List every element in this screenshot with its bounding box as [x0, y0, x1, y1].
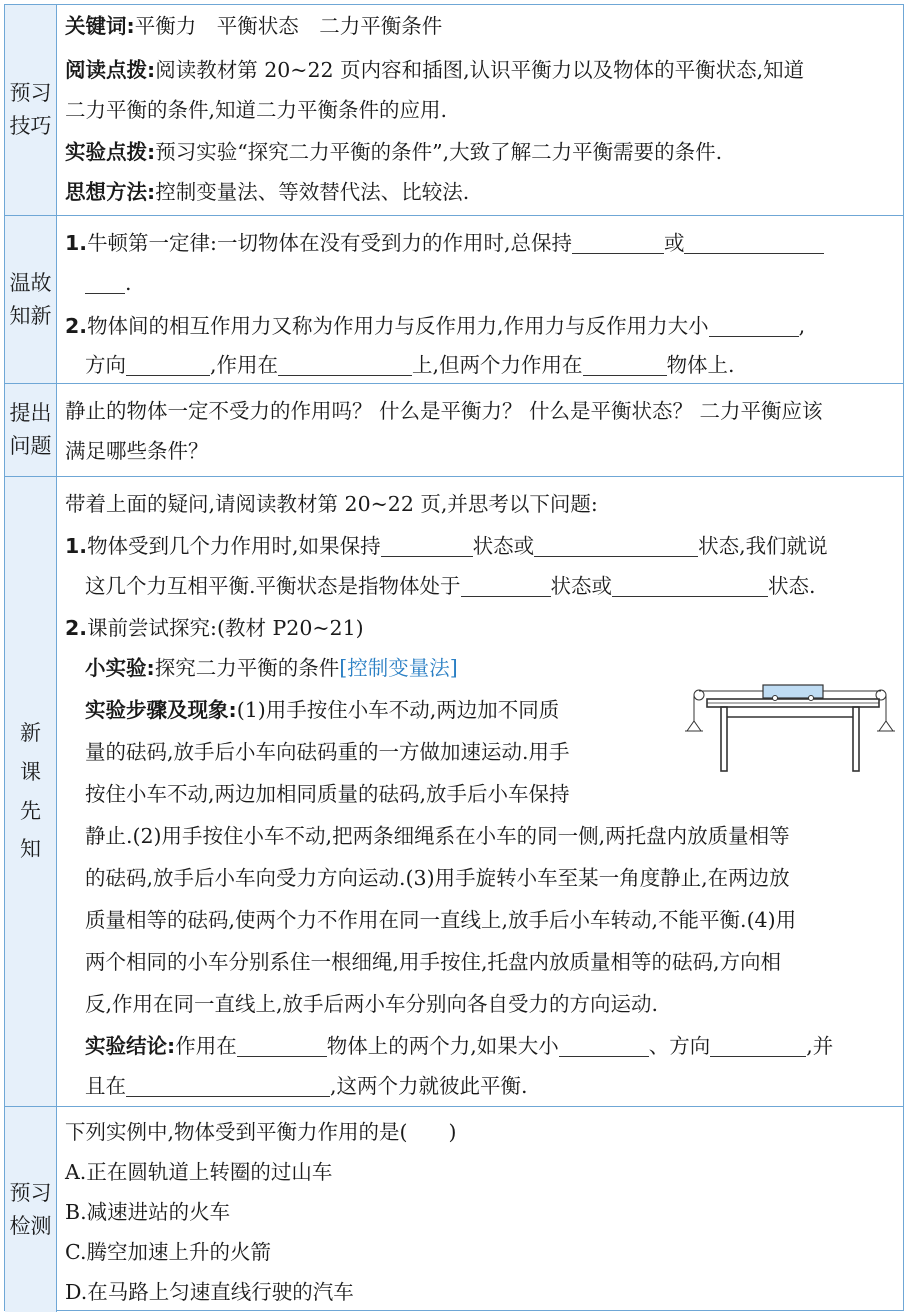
blank[interactable]: [572, 231, 664, 254]
blank[interactable]: [237, 1034, 327, 1057]
option-c[interactable]: C.腾空加速上升的火箭: [65, 1240, 271, 1264]
steps-line-1: 实验步骤及现象:(1)用手按住小车不动,两边加不同质: [85, 698, 560, 722]
blank[interactable]: [85, 271, 125, 294]
question-label: 提出 问题: [5, 384, 57, 476]
reading-line-2: 二力平衡的条件,知道二力平衡条件的应用.: [65, 98, 448, 122]
table-leg-right: [853, 707, 859, 771]
pan-right-icon: [879, 721, 893, 731]
table-leg-left: [721, 707, 727, 771]
review-q1-cont: .: [85, 268, 893, 298]
blank[interactable]: [278, 353, 412, 376]
experiment-tip-line: 实验点拨:预习实验“探究二力平衡的条件”,大致了解二力平衡需要的条件.: [65, 140, 723, 164]
review-content: [57, 216, 903, 383]
cart-icon: [763, 685, 823, 701]
blank[interactable]: [381, 534, 473, 557]
pan-left-icon: [687, 721, 701, 731]
keywords-line: 关键词:平衡力 平衡状态 二力平衡条件: [65, 14, 443, 38]
new-lesson-label: 新 课 先 知: [5, 477, 57, 1106]
conclusion-line: 实验结论:作用在 物体上的两个力,如果大小 、方向 ,并: [85, 1034, 834, 1058]
blank[interactable]: [583, 353, 667, 376]
steps-line-2: 量的砝码,放手后小车向砝码重的一方做加速运动.用手: [85, 740, 570, 764]
new-lesson-row: [5, 477, 903, 1107]
preview-tips-label: 预习 技巧: [5, 5, 57, 215]
experiment-apparatus-figure: [677, 673, 899, 775]
blank[interactable]: [559, 1034, 649, 1057]
weight-pans: [685, 721, 895, 731]
blank[interactable]: [684, 231, 824, 254]
blank[interactable]: [612, 574, 768, 597]
steps-line-8: 反,作用在同一直线上,放手后两小车分别向各自受力的方向运动.: [85, 992, 659, 1016]
blank[interactable]: [709, 314, 799, 337]
test-row: [5, 1107, 903, 1312]
question-content: [57, 384, 903, 476]
blank[interactable]: [710, 1034, 806, 1057]
lesson-q1: 1.物体受到几个力作用时,如果保持 状态或 状态,我们就说: [65, 534, 828, 558]
worksheet-table: [4, 4, 904, 1311]
lesson-q2: 2.课前尝试探究:(教材 P20~21): [65, 616, 364, 640]
review-q1: 1.牛顿第一定律:一切物体在没有受到力的作用时,总保持 或: [65, 228, 893, 258]
review-q2-cont: 方向 ,作用在 上,但两个力作用在 物体上.: [85, 353, 735, 377]
question-row: [5, 384, 903, 477]
blank[interactable]: [461, 574, 551, 597]
lesson-q1-cont: 这几个力互相平衡.平衡状态是指物体处于 状态或 状态.: [85, 574, 816, 598]
small-experiment-line: 小实验:探究二力平衡的条件[控制变量法]: [85, 656, 458, 680]
test-content: [57, 1107, 903, 1312]
steps-line-6: 质量相等的砝码,使两个力不作用在同一直线上,放手后小车转动,不能平衡.(4)用: [85, 908, 797, 932]
steps-line-4: 静止.(2)用手按住小车不动,把两条细绳系在小车的同一侧,两托盘内放质量相等: [85, 824, 790, 848]
new-lesson-content: [57, 477, 903, 1106]
steps-line-3: 按住小车不动,两边加相同质量的砝码,放手后小车保持: [85, 782, 570, 806]
preview-tips-row: [5, 5, 903, 216]
conclusion-line-2: 且在 ,这两个力就彼此平衡.: [85, 1074, 528, 1098]
blank[interactable]: [126, 353, 210, 376]
review-q2: 2.物体间的相互作用力又称为作用力与反作用力,作用力与反作用力大小 ,: [65, 314, 806, 338]
blank[interactable]: [126, 1074, 330, 1097]
reading-line: 阅读点拨:阅读教材第 20~22 页内容和插图,认识平衡力以及物体的平衡状态,知道: [65, 58, 805, 82]
test-label: 预习 检测: [5, 1107, 57, 1312]
option-d[interactable]: D.在马路上匀速直线行驶的汽车: [65, 1280, 354, 1304]
intro-line: 带着上面的疑问,请阅读教材第 20~22 页,并思考以下问题:: [65, 492, 598, 516]
steps-line-5: 的砝码,放手后小车向受力方向运动.(3)用手旋转小车至某一角度静止,在两边放: [85, 866, 790, 890]
method-line: 思想方法:控制变量法、等效替代法、比较法.: [65, 180, 470, 204]
preview-tips-content: [57, 5, 903, 215]
option-b[interactable]: B.减速进站的火车: [65, 1200, 231, 1224]
option-a[interactable]: A.正在圆轨道上转圈的过山车: [65, 1160, 333, 1184]
review-row: [5, 216, 903, 384]
blank[interactable]: [534, 534, 698, 557]
steps-line-7: 两个相同的小车分别系住一根细绳,用手按住,托盘内放质量相等的砝码,方向相: [85, 950, 782, 974]
apparatus-table: [707, 699, 879, 771]
test-question: 下列实例中,物体受到平衡力作用的是( ): [65, 1120, 457, 1144]
question-line-2: 满足哪些条件？: [65, 439, 209, 463]
question-line-1: 静止的物体一定不受力的作用吗？ 什么是平衡力？ 什么是平衡状态？ 二力平衡应该: [65, 399, 823, 423]
review-label: 温故 知新: [5, 216, 57, 383]
